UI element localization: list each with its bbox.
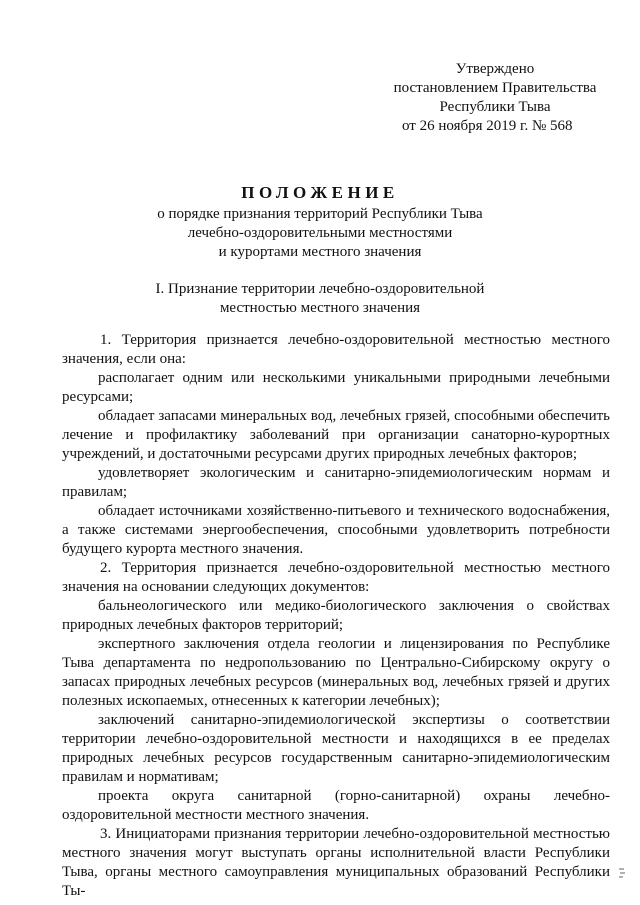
paragraph: обладает запасами минеральных вод, лечебных грязей, способными обеспечить лечение и профилактику заболеваний при организации санаторно-курортных учреждений, и достаточными ресурсами других природных лечебных факторов;: [62, 408, 610, 462]
approval-date: от 26 ноября 2019 г. № 568: [402, 118, 573, 134]
paragraph: 1. Территория признается лечебно-оздоровительной местностью местного значения, если она:: [62, 332, 610, 367]
section-heading-line: I. Признание территории лечебно-оздоровительной: [155, 281, 485, 297]
paragraph: удовлетворяет экологическим и санитарно-эпидемиологическим нормам и правилам;: [62, 465, 610, 500]
document-body: [62, 331, 610, 901]
approval-line: Республики Тыва: [439, 99, 551, 115]
section-heading: [60, 280, 580, 318]
subtitle-line: о порядке признания территорий Республики Тыва: [157, 206, 483, 222]
scan-mark-icon: [617, 866, 627, 880]
paragraph: обладает источниками хозяйственно-питьевого и технического водоснабжения, а также системами энергообеспечения, способными удовлетворить потребности будущего курорта местного значения.: [62, 503, 610, 557]
section-heading-line: местностью местного значения: [219, 300, 421, 316]
paragraph: заключений санитарно-эпидемиологической экспертизы о соответствии территории лечебно-оздоровительной местности и находящихся в ее пределах природных лечебных ресурсов государственным санитарно-эпидемиологическим правилам и нормативам;: [62, 712, 610, 785]
paragraph: бальнеологического или медико-биологического заключения о свойствах природных лечебных факторов территорий;: [62, 598, 610, 633]
subtitle-line: и курортами местного значения: [218, 244, 422, 260]
document-subtitle: [60, 205, 580, 262]
paragraph: 2. Территория признается лечебно-оздоровительной местностью местного значения на основании следующих документов:: [62, 560, 610, 595]
approval-line: постановлением Правительства: [393, 80, 597, 96]
document-title: ПОЛОЖЕНИЕ: [241, 183, 399, 202]
subtitle-line: лечебно-оздоровительными местностями: [187, 225, 453, 241]
paragraph: проекта округа санитарной (горно-санитарной) охраны лечебно-оздоровительной местности местного значения.: [62, 788, 610, 823]
paragraph: экспертного заключения отдела геологии и лицензирования по Республике Тыва департамента по недропользованию по Центрально-Сибирскому округу о запасах природных лечебных ресурсов (минеральных вод, лечебных грязей и других полезных ископаемых, отнесенных к категории лечебных);: [62, 636, 610, 709]
approval-line: Утверждено: [455, 61, 535, 77]
paragraph: располагает одним или несколькими уникальными природными лечебными ресурсами;: [62, 370, 610, 405]
approval-block: [380, 60, 610, 136]
paragraph: 3. Инициаторами признания территории лечебно-оздоровительной местностью местного значения могут выступать органы исполнительной власти Республики Тыва, органы местного самоуправления муниципальных образований Республики Ты-: [62, 826, 610, 899]
